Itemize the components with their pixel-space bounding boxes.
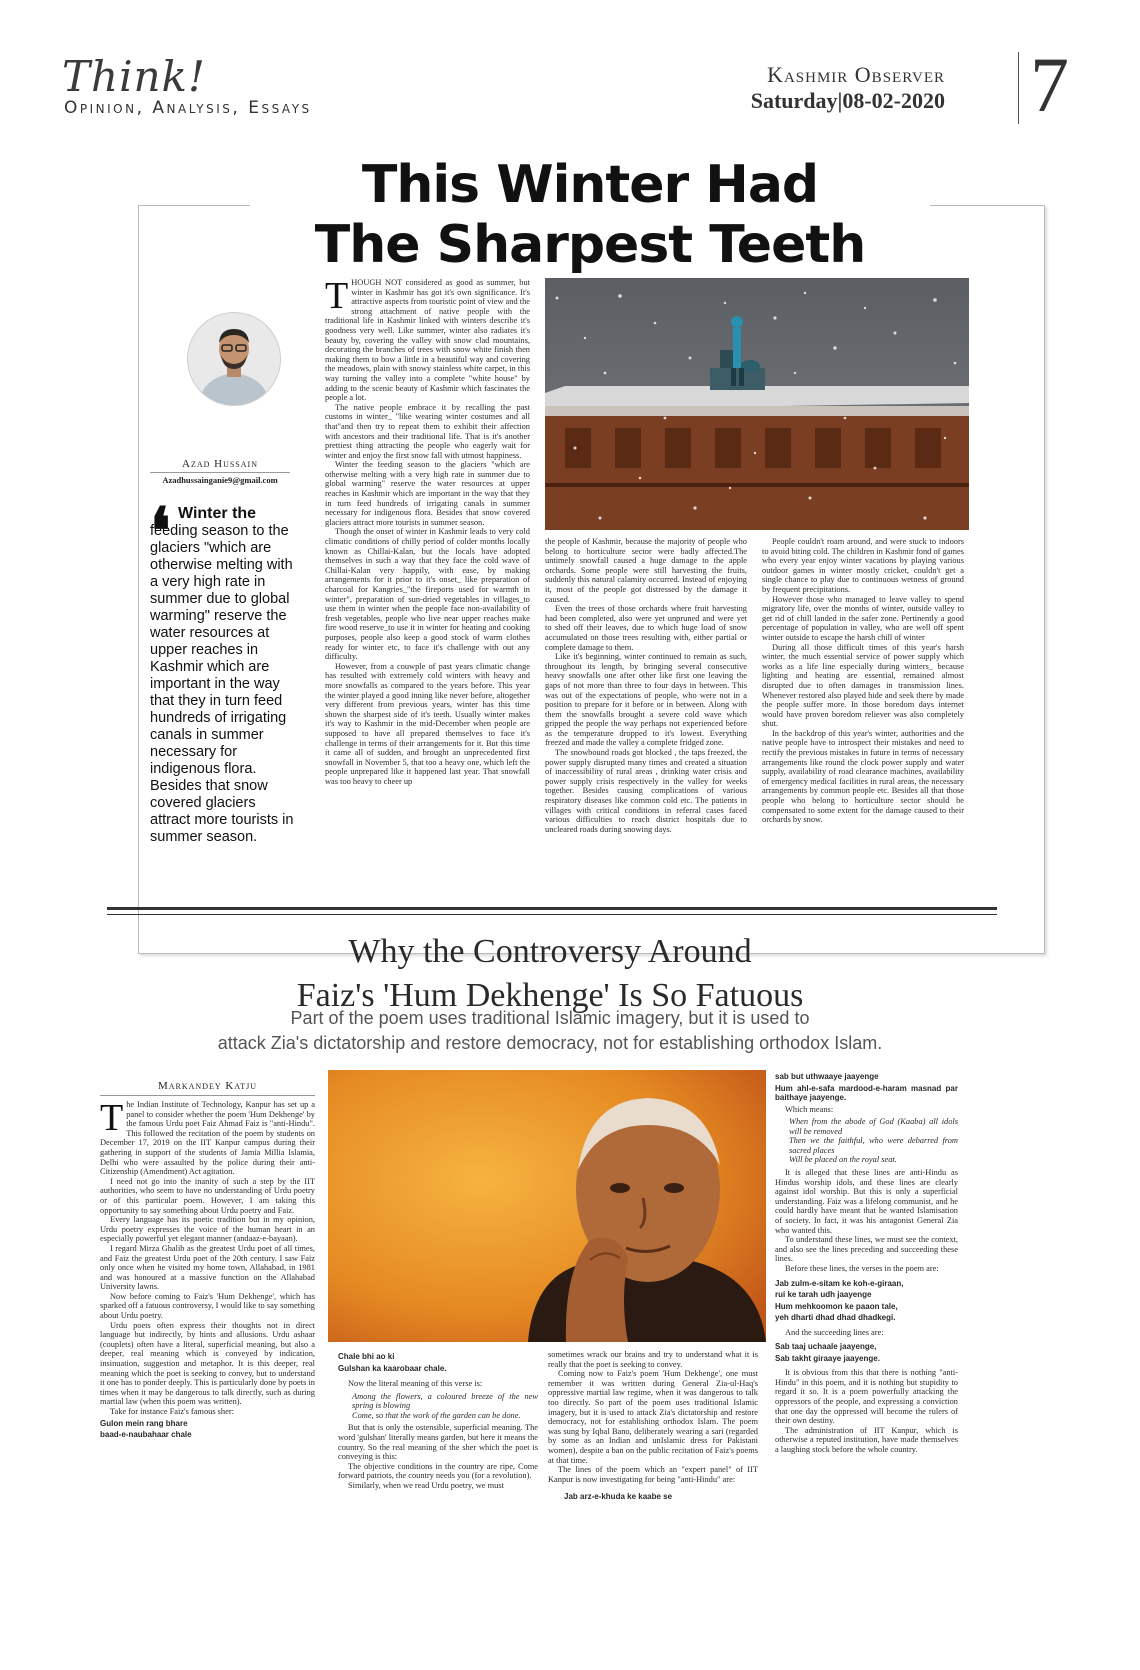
- paragraph: the people of Kashmir, because the majority of people who belong to horticulture sector were badly affected.The untimely snowfall caused a huge damage to the apple orchards. Some people were still harvesting the fruits, suddenly this natural calamity occurred. Instead of enjoying it, most of the people got distressed by the damage it caused.: [545, 537, 747, 604]
- drop-cap: T: [325, 278, 349, 317]
- verse-line: Hum mehkoomon ke paaon tale,: [775, 1301, 898, 1311]
- paragraph: But that is only the ostensible, superficial meaning. The word 'gulshan' literally means garden, but here it means the country. So the real meaning of the sher which the poet is conveying is this:: [338, 1423, 538, 1462]
- drop-cap: T: [100, 1100, 124, 1139]
- paragraph: Even the trees of those orchards where fruit harvesting had been completed, also were yet unpruned and were yet to shed off their leaves, due to which huge load of snow accumulated on those trees resulting with, either partial or complete damage to them.: [545, 604, 747, 652]
- verse-line: Jab zulm-e-sitam ke koh-e-giraan,: [775, 1278, 904, 1288]
- newspaper-name: Kashmir Observer: [767, 62, 945, 87]
- section-title: Think!: [62, 52, 206, 101]
- author-email: Azadhussainganie9@gmail.com: [162, 475, 278, 485]
- issue-date: Saturday|08-02-2020: [750, 88, 945, 113]
- paragraph: To understand these lines, we must see the context, and also see the lines preceding and succeeding these lines.: [775, 1235, 958, 1264]
- author-name: Azad Hussain: [150, 458, 290, 473]
- translation-line: Among the flowers, a coloured breeze of the new spring is blowing: [352, 1391, 538, 1411]
- translation-line: Then we the faithful, who were debarred from sacred places: [789, 1136, 958, 1155]
- verse-line: Sab takht giraaye jaayenge.: [775, 1353, 880, 1363]
- headline-line: Why the Controversy Around: [348, 933, 752, 970]
- verse-line: Gulon mein rang bhare: [100, 1418, 188, 1428]
- article1-column-1: [325, 278, 530, 883]
- paragraph: Now the literal meaning of this verse is:: [348, 1379, 483, 1388]
- paragraph: HOUGH NOT considered as good as summer, but winter in Kashmir has got it's own significance. It's attractive aspects from touristic point of view and the strong attachment of native people with the traditional life in Kashmir linked with winters describe it's goodness very well. Like summer, winter also radiates it's beauty by, covering the valley with snow clad mountains, decorating the branches of trees with snow white finish then making them to bow a little in a beautiful way and covering the meadows, plain with snowy stainless white carpet, in this way turning the valley into a complete "white house" by adding to the scenic beauty of Kashmir which fascinates the people a lot.: [325, 278, 530, 403]
- paragraph: sometimes wrack our brains and try to understand what it is really that the poet is seeking to convey.: [548, 1350, 758, 1369]
- translation-block: [775, 1117, 958, 1165]
- verse-line: Hum ahl-e-safa mardood-e-haram masnad par baithaye jaayenge.: [775, 1083, 958, 1102]
- snowfall-photo: [545, 278, 969, 530]
- translation-line: Come, so that the work of the garden can be done.: [352, 1410, 521, 1420]
- pull-quote-text: feeding season to the glaciers "which are otherwise melting with a very high rate in summer due to global warming" reserve the water resources at upper reaches in Kashmir which are important in the way that they in turn feed hundreds of irrigating canals in summer necessary for indigenous flora. Besides that snow covered glaciers attract more tourists in summer season.: [150, 523, 294, 845]
- headline-line: Faiz's 'Hum Dekhenge' Is So Fatuous: [296, 977, 804, 1014]
- article2-subheadline: [150, 1006, 950, 1056]
- paragraph: Urdu poets often express their thoughts not in direct language but indirectly, by hints and allusions. Urdu ashaar (couplets) often have a literal, superficial meaning, but also a deeper, real meaning which is conveyed by indication, insinuation, suggestion and metaphor. It is this deeper, real meaning which the poet is seeking to convey, but to understand it one has to ponder deeply. This is particularly done by poets in times when it may be dangerous to talk directly, such as during martial law (when this poem was written).: [100, 1320, 315, 1407]
- paragraph: The snowbound roads got blocked , the taps freezed, the power supply disrupted many times and created a situation of inaccessibility of rural areas , drinking water crisis and power supply crisis respectively in the valley for weeks together. Besides causing complications of various respiratory diseases like common cold etc. The patients in villages with critical conditions in referral cases faced various difficulties to reach district hospitals due to uncleared roads during snowing days.: [545, 748, 747, 834]
- article1-column-2: [545, 537, 747, 887]
- paragraph: It is obvious from this that there is nothing "anti-Hindu" in this poem, and it is nothing but stupidity to regard it so. It is a poem powerfully attacking the oppressors of the people, and expressing a conviction that one day the oppressed will become the rulers of their own destiny.: [775, 1368, 958, 1426]
- subheadline-line: attack Zia's dictatorship and restore democracy, not for establishing orthodox Islam.: [217, 1033, 883, 1053]
- paragraph: I regard Mirza Ghalib as the greatest Urdu poet of all times, and Faiz the greatest Urdu poet of the 20th century. I saw Faiz only once when he visited my home town, Allahabad, in 1981 and was honoured at a massive function on the Allahabad University lawns.: [100, 1243, 315, 1292]
- verse-line: sab but uthwaaye jaayenge: [775, 1072, 879, 1081]
- article1-column-3: [762, 537, 964, 887]
- paragraph: In the backdrop of this year's winter, authorities and the native people have to introspect their mistakes and need to rectify the previous mistakes in future in terms of necessary arrangements like round the clock power supply and water supply, availability of road clearance machines, availability of emergency medical facilities in rural areas, the necessary arrangements by common people etc. Besides all that those people who belong to horticulture sector should be compensated to some extent for the damage caused to their orchards by snow.: [762, 728, 964, 825]
- section-divider: [107, 907, 997, 915]
- article2-headline: [150, 930, 950, 1018]
- article2-column-1: [100, 1100, 315, 1610]
- paragraph: Coming now to Faiz's poem 'Hum Dekhenge', one must remember it was written during General Zia-ul-Haq's oppressive martial law regime, when it was dangerous to talk too directly. So part of the poem uses traditional Islamic imagery, but it is used to attack Zia's dictatorship and restore democracy, not for establishing orthodox Islam. The poem was sung by Iqbal Bano, deliberately wearing a sari (regarded by some as an Indian and unIslamic dress for Pakistani women), despite a ban on the public recitation of Faiz's poems at that time.: [548, 1369, 758, 1465]
- paragraph: However those who managed to leave valley to spend migratory life, over the months of winter, outside valley to get rid of chill landed in the safer zone. Pertinently a good percentage of population in valley, who are well off spent winter outside to escape the harsh chill of winter: [762, 594, 964, 642]
- faiz-portrait: [328, 1070, 766, 1342]
- headline-line: The Sharpest Teeth: [314, 215, 866, 275]
- translation-line: Will be placed on the royal seat.: [789, 1155, 897, 1165]
- page-number: 7: [1030, 41, 1069, 128]
- paragraph: People couldn't roam around, and were stuck to indoors to avoid biting cold. The children in Kashmir fond of games who every year enjoy winter vacations by playing various outdoor games in winter mostly cricket, couldn't get a single chance to play due to continuous wetness of ground by frequent precipitations.: [762, 537, 964, 594]
- masthead-divider: [1018, 52, 1019, 124]
- pull-quote: [150, 505, 295, 846]
- paragraph: During all those difficult times of this year's harsh winter, the much essential service of power supply which works as a life line especially during winters_ because lighting and heating are essential, remained almost disrupted due to often damages in transmission lines. Whenever restored also played hide and seek there by made the people suffer more. In those boredom days internet would have proven boredom reliever was also completely shut.: [762, 642, 964, 729]
- translation-block: [338, 1392, 538, 1421]
- verse-block: [775, 1342, 958, 1363]
- paragraph: However, from a couwple of past years climatic change has resulted with extremely cold winters with heavy and more snowfalls as compared to the years before. This year the winter played a good inning like never before, altogether very different from previous years, winter has this time shown the sharpest side of it's teeth. Usually winter makes it's way to Kashmir in the mid-December when people are supposed to have all prepared themselves to face it's challenge in terms of their arrangements for it. But this time it came all of sudden, and brought an unprecedented first snowfall in November 5, that too a heavy one, which left the people unprepared like it happened last year. That snowfall was too heavy to cheer up: [325, 661, 530, 786]
- paragraph: Like it's beginning, winter continued to remain as such, throughout its length, by bringing several consecutive heavy snowfalls one after other like first one leaving the gaps of not more than three to four days in between. This was out of the expectations of people, who were not in a position to prepare for it before or in between. Along with them the snowfalls brought a severe cold wave which gripped the people the way perhaps not experienced before as the temperature dropped to it's lowest. Everything freezed and made the valley a complete fridged zone.: [545, 652, 747, 748]
- subheadline-line: Part of the poem uses traditional Islamic imagery, but it is used to: [290, 1008, 810, 1028]
- article2-column-3: [548, 1350, 758, 1595]
- verse-line: rui ke tarah udh jaayenge: [775, 1290, 872, 1300]
- pull-quote-lead: Winter the: [178, 505, 257, 522]
- verse-block: [775, 1279, 958, 1323]
- paragraph: Similarly, when we read Urdu poetry, we must: [348, 1480, 504, 1490]
- verse-line: Sab taaj uchaale jaayenge,: [775, 1342, 877, 1352]
- verse-line: Gulshan ka kaarobaar chale.: [338, 1363, 447, 1373]
- verse-line: yeh dharti dhad dhad dhadkegi.: [775, 1313, 896, 1323]
- paragraph: he Indian Institute of Technology, Kanpur has set up a panel to consider whether the poem 'Hum Dekhenge' by the famous Urdu poet Faiz Ahmad Faiz is "anti-Hindu". This followed the recitation of the poem by students on December 17, 2019 on the IIT Kanpur campus during their gathering in support of the students of Jamia Millia Islamia, Delhi who were assaulted by the police during their anti-Citizenship (Amendment) Act agitation.: [100, 1100, 315, 1177]
- author-photo: [187, 312, 281, 406]
- article2-column-4: [775, 1070, 958, 1610]
- verse-line: Jab arz-e-khuda ke kaabe se: [564, 1492, 673, 1502]
- paragraph: The native people embrace it by recalling the past customs in winter_ "like wearing winter costumes and all that"and then try to repeat them to exhibit their affection with ancestors and their traditional life. That is it's another prettiest thing attracting the people who eagerly wait for winter and enjoy the first snow fall with utmost happiness.: [325, 402, 530, 460]
- translation-line: When from the abode of God (Kaaba) all idols will be removed: [789, 1117, 958, 1136]
- paragraph: The lines of the poem which an "expert panel" of IIT Kanpur is now investigating for being "anti-Hindu" are:: [548, 1465, 758, 1484]
- author-name: Markandey Katju: [100, 1080, 315, 1096]
- article2-column-2: [338, 1350, 538, 1595]
- headline-line: This Winter Had: [361, 155, 819, 215]
- paragraph: Take for instance Faiz's famous sher:: [110, 1407, 234, 1416]
- verse-line: Chale bhi ao ki: [338, 1352, 395, 1361]
- paragraph: Now before coming to Faiz's 'Hum Dekhenge', which has sparked off a fatuous controversy, I would like to say something about Urdu poetry.: [100, 1291, 315, 1321]
- article1-headline: [250, 155, 930, 275]
- paragraph: Every language has its poetic tradition but in my opinion, Urdu poetry expresses the voice of the human heart in an especially powerful yet elegant manner (andaaz-e-bayaan).: [100, 1215, 315, 1244]
- paragraph: I need not go into the inanity of such a step by the IIT authorities, who seem to have no understanding of Urdu poetry or of this particular poem. However, I am taking this opportunity to say something about Urdu poetry and Faiz.: [100, 1176, 315, 1215]
- paragraph: Which means:: [785, 1104, 834, 1114]
- quote-icon: ❛: [150, 494, 171, 569]
- paragraph: And the succeeding lines are:: [785, 1327, 884, 1337]
- paragraph: Winter the feeding season to the glaciers "which are otherwise melting with a very high rate in summer due to global warming" reserve the water resources at upper reaches in Kashmir which are important in the way that they in turn feed hundreds of irrigating canals in summer necessary for indigenous flora. Besides that snow covered glaciers attract more tourists in summer season.: [325, 460, 530, 527]
- paragraph: It is alleged that these lines are anti-Hindu as Hindus worship idols, and these lines are clearly against idol worship. But this is only a superficial understanding. Faiz was a lifelong communist, and he could hardly have meant that he wanted Islamisation of society. In fact, it was his antagonist General Zia who wanted this.: [775, 1168, 958, 1235]
- verse-line: baad-e-naubahaar chale: [100, 1430, 192, 1440]
- paragraph: The administration of IIT Kanpur, which is otherwise a reputed institution, have made themselves a laughing stock before the whole country.: [775, 1425, 958, 1454]
- paragraph: Before these lines, the verses in the poem are:: [785, 1264, 939, 1273]
- paragraph: Though the onset of winter in Kashmir leads to very cold climatic conditions of chilly period of colder months locally known as Chillai-Kalan, but the locals have adopted themselves in such a way that they face the cold wave of Chillai-Kalan very happily, with ease, by making arrangements for it prior to it's onset_ like preparation of charcoal for Kangries_"the fireports used for warmth in winter", preparation of sun-dried vegetables in villages_to use them in winter when the people face non-availability of fresh vegetables, people who live near upper reaches make fire wood reserve_to use it in winter for heating and cooking purposes, people also keep a good stock of warm clothes ready for winter etc, to face it's challenge with out any difficulty.: [325, 527, 530, 662]
- section-subtitle: Opinion, Analysis, Essays: [64, 98, 312, 118]
- paragraph: The objective conditions in the country are ripe, Come forward patriots, the country needs you (for a revolution).: [338, 1461, 538, 1481]
